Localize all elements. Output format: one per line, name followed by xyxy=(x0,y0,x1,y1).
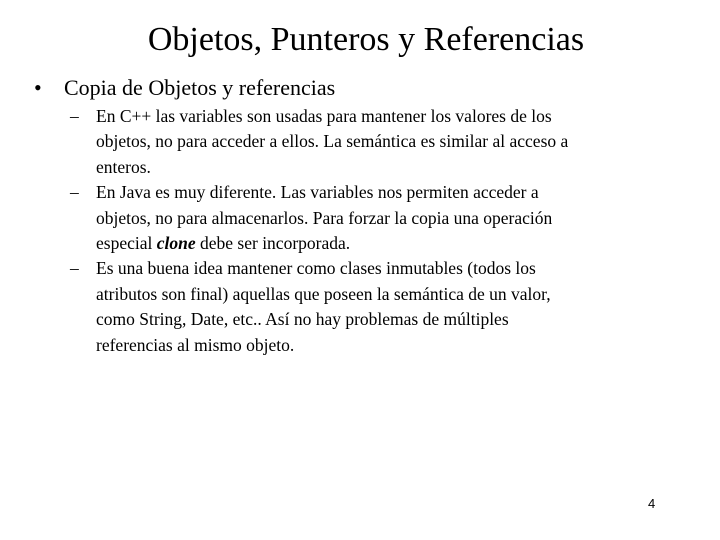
sub-bullet-line: En C++ las variables son usadas para mantener los valores de los xyxy=(96,106,552,126)
sub-bullet-line: objetos, no para acceder a ellos. La semántica es similar al acceso a xyxy=(96,131,569,152)
page-number: 4 xyxy=(648,496,656,511)
clone-keyword: clone xyxy=(156,233,196,254)
dash-marker: – xyxy=(70,258,79,279)
main-bullet xyxy=(34,72,694,104)
sub-bullet-line: En Java es muy diferente. Las variables nos permiten acceder a xyxy=(96,182,539,203)
sub-bullet-line: atributos son final) aquellas que poseen la semántica de un valor, xyxy=(96,283,551,304)
text-before-clone: especial xyxy=(96,233,157,254)
sub-bullet-java xyxy=(70,180,670,256)
sub-bullet-line: como String, Date, etc.. Así no hay problemas de múltiples xyxy=(96,309,509,330)
slide-title: Objetos, Punteros y Referencias xyxy=(147,21,585,58)
main-bullet-text: Copia de Objetos y referencias xyxy=(64,75,336,100)
sub-bullet-line: referencias al mismo objeto. xyxy=(96,334,295,355)
sub-bullet-line: enteros. xyxy=(96,156,151,177)
text-after-clone: debe ser incorporada. xyxy=(195,233,351,254)
sub-bullet-line-clone xyxy=(96,231,670,256)
dash-marker: – xyxy=(70,182,79,203)
sub-bullet-line: Es una buena idea mantener como clases inmutables (todos los xyxy=(96,258,536,279)
sub-bullet-immutable xyxy=(70,256,670,358)
bullet-marker: • xyxy=(34,75,42,100)
sub-bullet-cpp xyxy=(70,104,670,180)
sub-bullet-list xyxy=(70,104,670,358)
sub-bullet-line: objetos, no para almacenarlos. Para forzar la copia una operación xyxy=(96,207,553,228)
dash-marker: – xyxy=(70,106,79,126)
